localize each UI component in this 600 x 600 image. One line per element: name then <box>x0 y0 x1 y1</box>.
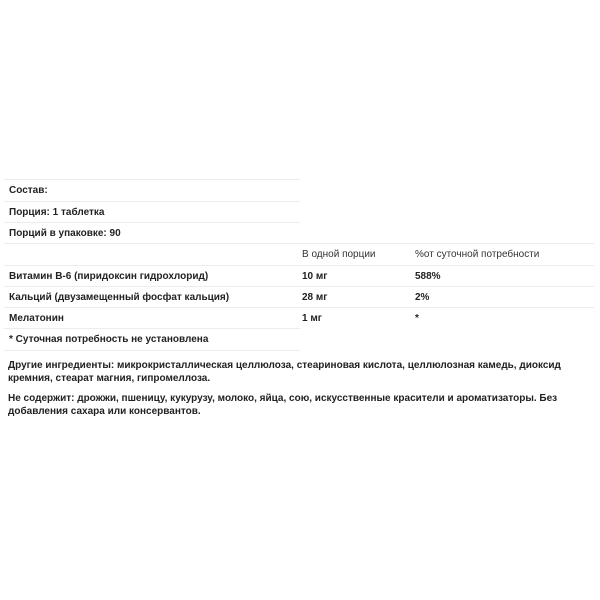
servings-per-container: Порций в упаковке: 90 <box>9 228 121 239</box>
composition-label: Состав: <box>9 185 48 196</box>
composition-row <box>4 179 300 201</box>
footnote: * Суточная потребность не установлена <box>9 334 209 345</box>
table-row <box>4 286 594 308</box>
nutrient-amount: 28 мг <box>302 292 328 303</box>
nutrient-name: Кальций (двузамещенный фосфат кальция) <box>9 292 230 303</box>
nutrient-name: Мелатонин <box>9 313 64 324</box>
nutrient-dv: 2% <box>415 292 430 303</box>
other-ingredients: Другие ингредиенты: микрокристаллическая целлюлоза, стеариновая кислота, целлюлозная камедь, диоксид кремния, стеарат магния, гипромеллоза. <box>8 360 561 384</box>
serving-size: Порция: 1 таблетка <box>9 207 105 218</box>
footnote-row <box>4 328 300 351</box>
table-header <box>4 243 594 265</box>
table-row <box>4 307 594 329</box>
nutrient-dv: * <box>415 313 419 324</box>
free-of-statement: Не содержит: дрожжи, пшеницу, кукурузу, молоко, яйца, сою, искусственные красители и ароматизаторы. Без добавления сахара или консервантов. <box>8 393 558 417</box>
nutrient-dv: 588% <box>415 271 441 282</box>
servings-row <box>4 222 300 244</box>
nutrient-name: Витамин В-6 (пиридоксин гидрохлорид) <box>9 271 209 282</box>
table-row <box>4 265 594 287</box>
nutrient-amount: 10 мг <box>302 271 328 282</box>
serving-row <box>4 201 300 223</box>
header-daily-value: %от суточной потребности <box>415 249 540 260</box>
nutrient-amount: 1 мг <box>302 313 322 324</box>
header-per-serving: В одной порции <box>302 249 376 260</box>
